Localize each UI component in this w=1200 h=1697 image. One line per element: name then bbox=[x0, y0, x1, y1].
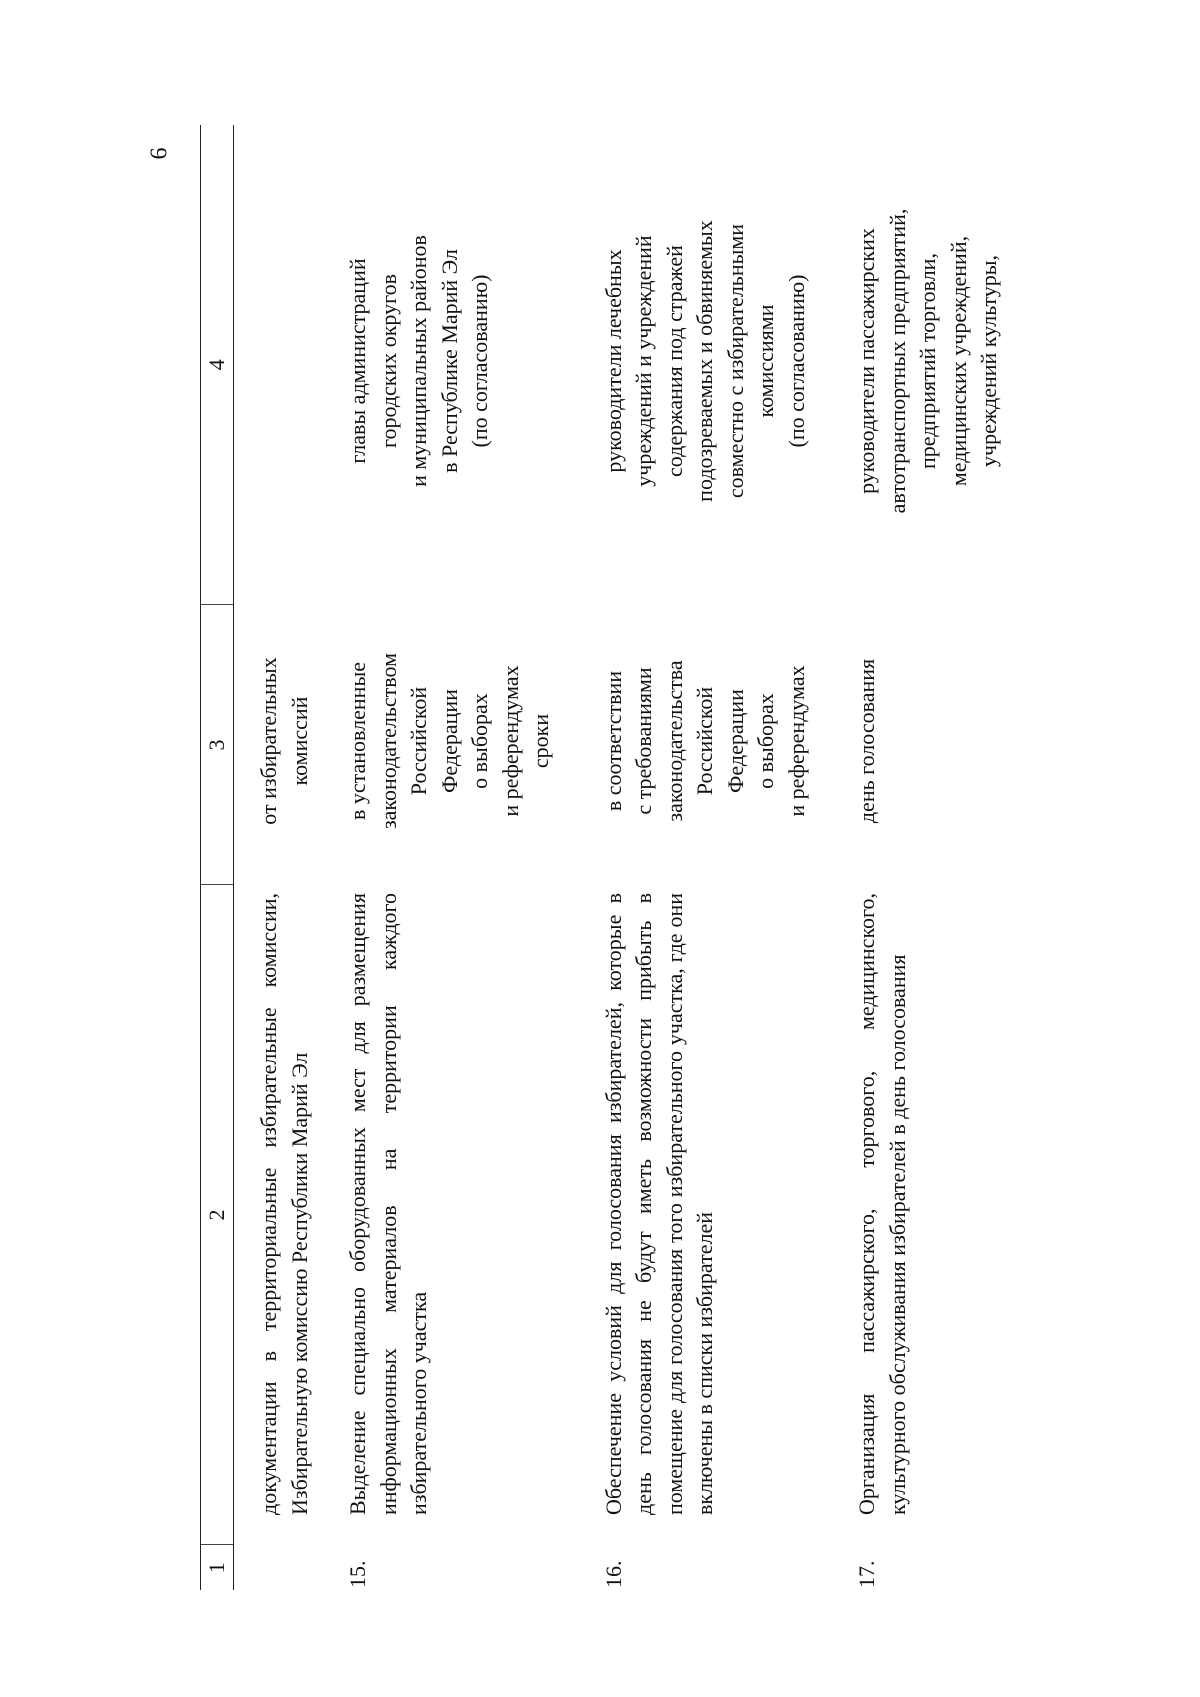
plan-table bbox=[200, 125, 1005, 1590]
rotated-document bbox=[200, 125, 1001, 1590]
row-responsible: главы администраций городских округов и муниципальных районов в Республике Марий Эл (по согласованию) bbox=[345, 235, 492, 487]
column-header-1: 1 bbox=[201, 1545, 234, 1590]
row-term: день голосования bbox=[854, 658, 879, 824]
column-header-2: 2 bbox=[201, 885, 234, 1545]
row-number: 16. bbox=[600, 1560, 626, 1588]
row-description: документации в территориальные избирательные комиссии, Избирательную комиссию Республики Марий Эл bbox=[256, 893, 312, 1515]
row-number: 15. bbox=[345, 1560, 370, 1588]
row-number bbox=[234, 1545, 316, 1590]
row-responsible: руководители пассажирских автотранспортных предприятий, предприятий торговли, медицинских учреждений, учреждений культуры, bbox=[854, 208, 1001, 514]
column-header-4: 4 bbox=[201, 125, 234, 605]
row-term: в установленные законодательством Российской Федерации о выборах и референдумах сроки bbox=[345, 652, 553, 830]
row-description: Выделение специально оборудованных мест для размещения информационных материалов на территории каждого избирательного участка bbox=[345, 893, 431, 1515]
table-row bbox=[557, 125, 813, 1590]
column-header-3: 3 bbox=[201, 605, 234, 885]
table-header-row bbox=[201, 125, 234, 1590]
table-row bbox=[812, 125, 1005, 1590]
row-term: в соответствии с требованиями законодательства Российской Федерации о выборах и референдумах bbox=[600, 660, 809, 822]
row-responsible: руководители лечебных учреждений и учреждений содержания под стражей подозреваемых и обвиняемых совместно с избирательными комиссиями (по согласованию) bbox=[600, 220, 809, 502]
row-number: 17. bbox=[854, 1560, 879, 1588]
table-row bbox=[315, 125, 557, 1590]
row-description: Организация пассажирского, торгового, медицинского, культурного обслуживания избирателей в день голосования bbox=[854, 893, 910, 1515]
row-term: от избирательных комиссий bbox=[256, 657, 312, 825]
row-description: Обеспечение условий для голосования избирателей, которые в день голосования не будут иметь возможности прибыть в помещение для голосования того избирательного участка, где они включены в списки избирателей bbox=[600, 893, 717, 1515]
page-number: 6 bbox=[146, 147, 173, 160]
table-row bbox=[234, 125, 316, 1590]
